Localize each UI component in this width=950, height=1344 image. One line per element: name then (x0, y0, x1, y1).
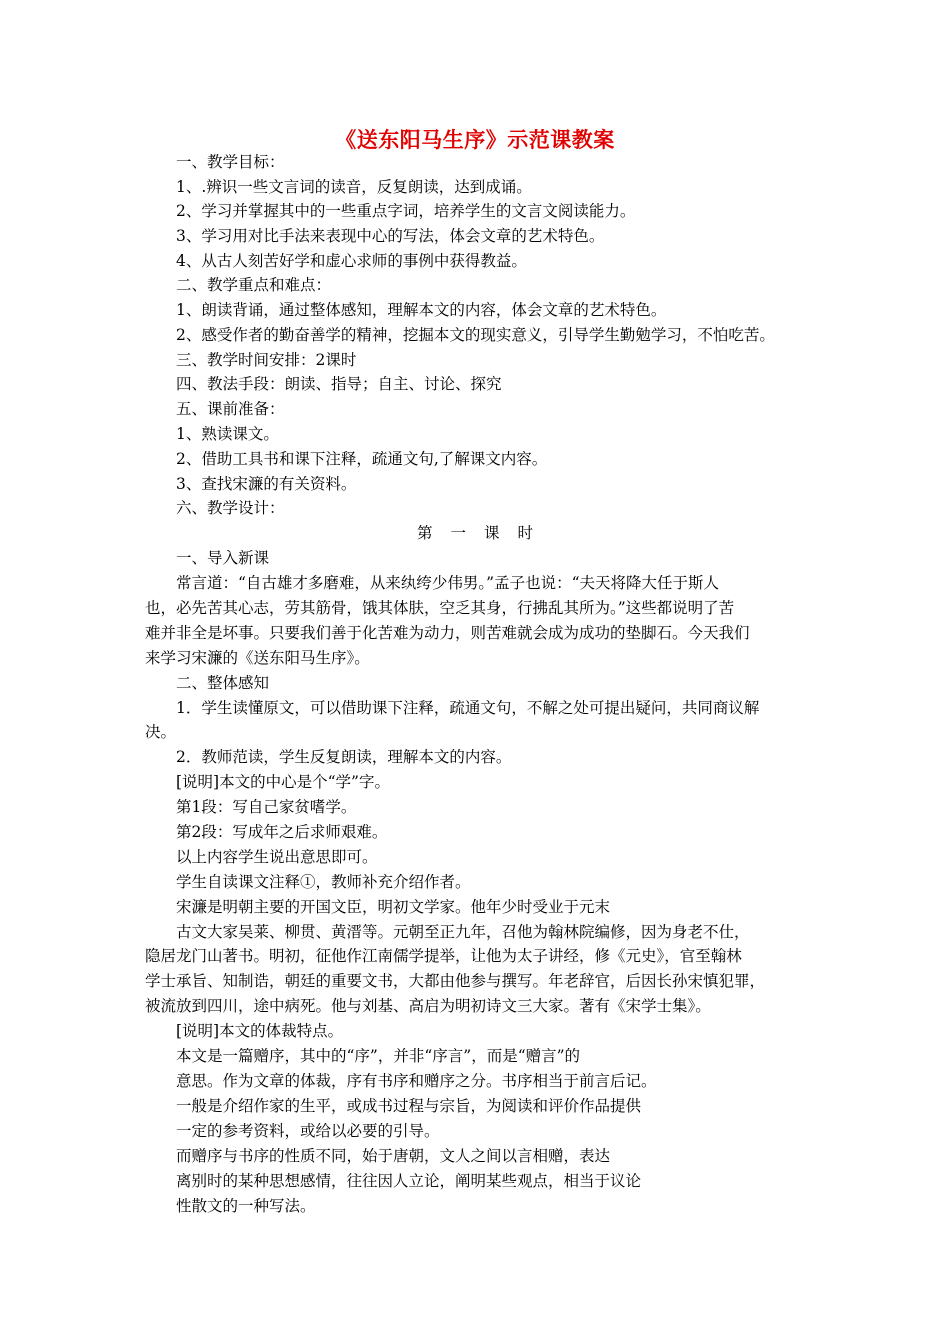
text-line: 学生自读课文注释①，教师补充介绍作者。 (176, 873, 471, 891)
text-line: 1、.辨识一些文言词的读音，反复朗读，达到成诵。 (176, 178, 532, 196)
text-line: 五、课前准备： (176, 400, 285, 418)
text-line: 1、朗读背诵，通过整体感知，理解本文的内容，体会文章的艺术特色。 (176, 301, 667, 319)
text-line: 第1段：写自己家贫嗜学。 (176, 798, 357, 816)
text-line: 二、教学重点和难点： (176, 276, 332, 294)
text-line: 六、教学设计： (176, 499, 285, 517)
text-line: 隐居龙门山著书。明初，征他作江南儒学提举，让他为太子讲经，修《元史》，官至翰林 (145, 947, 742, 965)
text-line: 2．教师范读，学生反复朗读，理解本文的内容。 (176, 748, 512, 766)
text-line: 二、整体感知 (176, 674, 270, 692)
text-line: 而赠序与书序的性质不同，始于唐朝，文人之间以言相赠，表达 (176, 1147, 611, 1165)
text-line: 4、从古人刻苦好学和虚心求师的事例中获得教益。 (176, 252, 527, 270)
text-line: 三、教学时间安排：2课时 (176, 351, 357, 369)
text-line: 3、学习用对比手法来表现中心的写法，体会文章的艺术特色。 (176, 227, 605, 245)
text-line: 一、导入新课 (176, 549, 270, 567)
text-line: 意思。作为文章的体裁，序有书序和赠序之分。书序相当于前言后记。 (176, 1072, 657, 1090)
text-line: 1、熟读课文。 (176, 425, 279, 443)
text-line: 来学习宋濂的《送东阳马生序》。 (145, 649, 370, 667)
text-line: 性散文的一种写法。 (176, 1197, 316, 1215)
text-line: 一般是介绍作家的生平，或成书过程与宗旨，为阅读和评价作品提供 (176, 1097, 642, 1115)
text-line: 宋濂是明朝主要的开国文臣，明初文学家。他年少时受业于元末 (176, 898, 611, 916)
text-line: 2、借助工具书和课下注释，疏通文句,了解课文内容。 (176, 450, 548, 468)
text-line: 一、教学目标： (176, 153, 285, 171)
text-line: 古文大家吴莱、柳贯、黄溍等。元朝至正九年，召他为翰林院编修，因为身老不仕， (176, 923, 750, 941)
section-heading: 第一课时 (416, 524, 551, 542)
text-line: 被流放到四川，途中病死。他与刘基、高启为明初诗文三大家。著有《宋学士集》。 (145, 997, 711, 1015)
text-line: [说明]本文的体裁特点。 (176, 1022, 344, 1040)
text-line: 一定的参考资料，或给以必要的引导。 (176, 1122, 440, 1140)
text-line: 以上内容学生说出意思即可。 (176, 848, 378, 866)
text-line: 1．学生读懂原文，可以借助课下注释，疏通文句，不解之处可提出疑问，共同商议解 (176, 699, 760, 717)
document-title: 《送东阳马生序》示范课教案 (335, 127, 615, 152)
text-line: 决。 (145, 723, 177, 741)
text-line: 第2段：写成年之后求师艰难。 (176, 823, 388, 841)
text-line: 常言道：“自古雄才多磨难，从来纨绔少伟男。”孟子也说：“夫天将降大任于斯人 (176, 574, 720, 592)
text-line: 2、学习并掌握其中的一些重点字词，培养学生的文言文阅读能力。 (176, 202, 636, 220)
text-line: 2、感受作者的勤奋善学的精神，挖掘本文的现实意义，引导学生勤勉学习，不怕吃苦。 (176, 326, 775, 344)
text-line: 本文是一篇赠序，其中的“序”，并非“序言”，而是“赠言”的 (176, 1047, 581, 1065)
text-line: [说明]本文的中心是个“学”字。 (176, 773, 390, 791)
text-line: 也，必先苦其心志，劳其筋骨，饿其体肤，空乏其身，行拂乱其所为。”这些都说明了苦 (145, 599, 735, 617)
text-line: 3、查找宋濂的有关资料。 (176, 475, 357, 493)
text-line: 难并非全是坏事。只要我们善于化苦难为动力，则苦难就会成为成功的垫脚石。今天我们 (145, 624, 750, 642)
text-line: 四、教法手段：朗读、指导；自主、讨论、探究 (176, 375, 502, 393)
text-line: 学士承旨、知制诰，朝廷的重要文书，大都由他参与撰写。年老辞官，后因长孙宋慎犯罪， (145, 972, 766, 990)
text-line: 离别时的某种思想感情，往往因人立论，阐明某些观点，相当于议论 (176, 1172, 642, 1190)
